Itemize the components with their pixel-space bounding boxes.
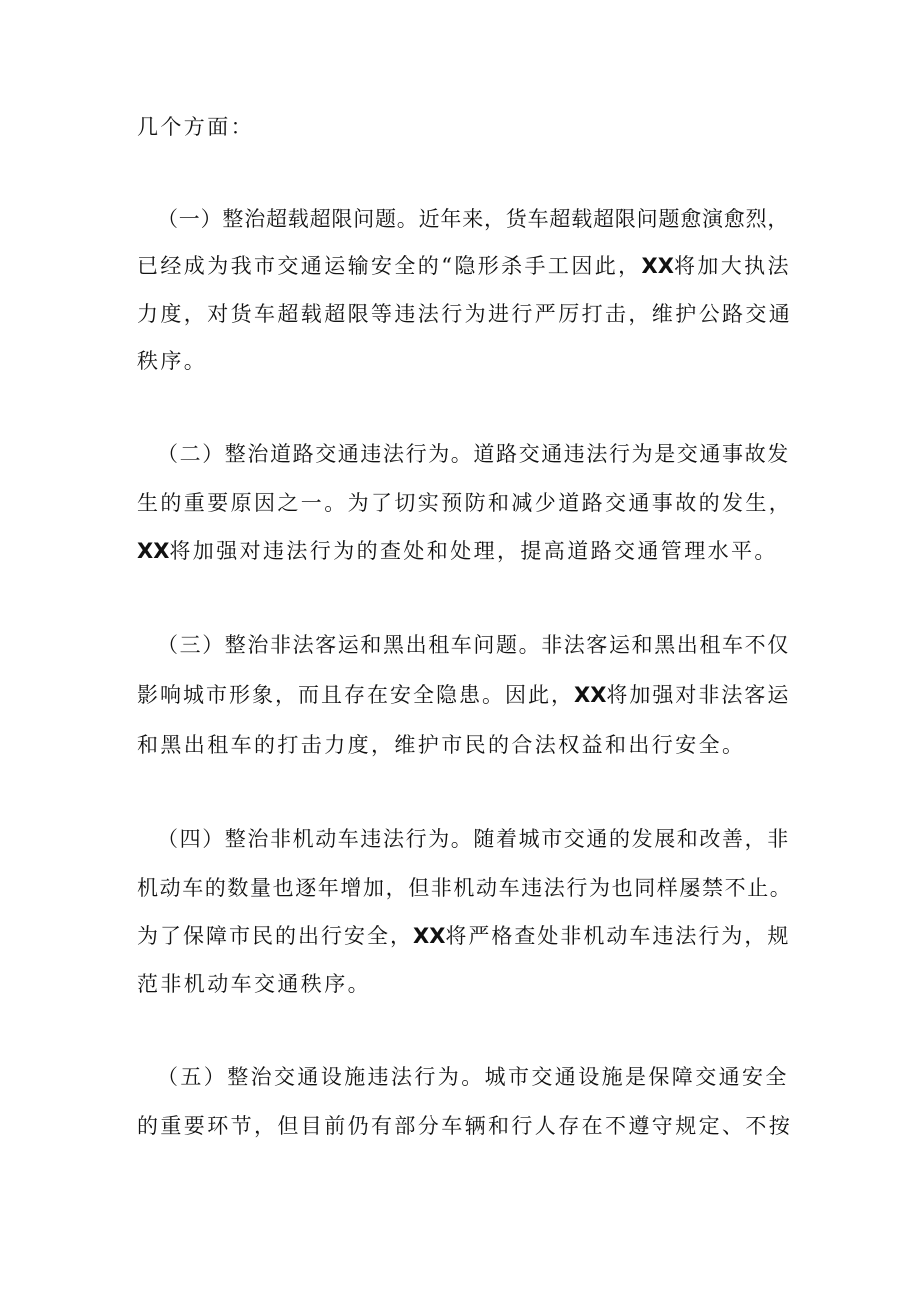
paragraph-3-line-1 xyxy=(157,631,790,659)
line-text: 将加强对非法客运 xyxy=(606,683,791,707)
paragraph-4-line-2 xyxy=(137,874,792,902)
line-text: 将加强对违法行为的查处和处理，提高道路交通管理水平。 xyxy=(169,539,778,563)
paragraph-4-line-1 xyxy=(157,825,790,853)
paragraph-2-line-2 xyxy=(137,489,792,517)
line-text: 的重要环节，但目前仍有部分车辆和行人存在不遵守规定、不按 xyxy=(137,1114,793,1138)
paragraph-2-line-1 xyxy=(157,440,790,468)
line-text: 影响城市形象，而且存在安全隐患。因此， xyxy=(137,683,574,707)
redacted-name: XX xyxy=(641,254,674,278)
paragraph-4-line-3 xyxy=(137,922,790,950)
line-text: 和黑出租车的打击力度，维护市民的合法权益和出行安全。 xyxy=(137,733,746,757)
line-text: 将加大执法 xyxy=(673,254,791,278)
paragraph-1-line-4 xyxy=(137,347,207,375)
line-text: 几个方面： xyxy=(137,115,254,139)
line-text: 范非机动车交通秩序。 xyxy=(137,972,371,996)
paragraph-2-line-3 xyxy=(137,537,778,565)
paragraph-3-line-3 xyxy=(137,731,745,759)
paragraph-1-line-3 xyxy=(137,300,792,328)
line-text: 生的重要原因之一。为了切实预防和减少道路交通事故的发生， xyxy=(137,491,793,515)
redacted-name: XX xyxy=(137,539,170,563)
line-text: （三）整治非法客运和黑出租车问题。非法客运和黑出租车不仅 xyxy=(157,633,790,657)
redacted-name: XX xyxy=(413,924,446,948)
line-text: 力度，对货车超载超限等违法行为进行严厉打击，维护公路交通 xyxy=(137,302,793,326)
line-text: 秩序。 xyxy=(137,349,208,373)
line-text: 已经成为我市交通运输安全的“隐形杀手工因此， xyxy=(137,254,642,278)
text-line xyxy=(137,113,254,141)
line-text: 为了保障市民的出行安全， xyxy=(137,924,413,948)
line-text: （二）整治道路交通违法行为。道路交通违法行为是交通事故发 xyxy=(157,442,790,466)
line-text: （一）整治超载超限问题。近年来，货车超载超限问题愈演愈烈， xyxy=(157,207,790,231)
redacted-name: XX xyxy=(574,683,607,707)
line-text: 将严格查处非机动车违法行为，规 xyxy=(445,924,791,948)
paragraph-5-line-2 xyxy=(137,1112,792,1140)
paragraph-1-line-2 xyxy=(137,252,791,280)
paragraph-5-line-1 xyxy=(157,1063,789,1091)
paragraph-1-line-1 xyxy=(157,205,789,233)
line-text: （四）整治非机动车违法行为。随着城市交通的发展和改善，非 xyxy=(157,827,790,851)
paragraph-4-line-4 xyxy=(137,970,371,998)
line-text: （五）整治交通设施违法行为。城市交通设施是保障交通安全 xyxy=(157,1065,789,1089)
line-text: 机动车的数量也逐年增加，但非机动车违法行为也同样屡禁不止。 xyxy=(137,876,793,900)
paragraph-3-line-2 xyxy=(137,681,790,709)
